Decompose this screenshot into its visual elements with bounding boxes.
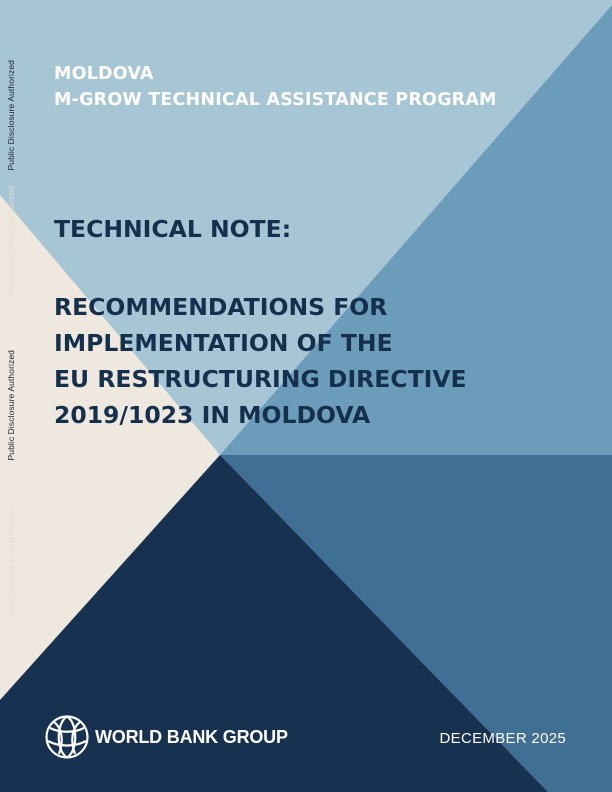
country-label: MOLDOVA xyxy=(54,64,154,84)
publisher-name: WORLD BANK GROUP xyxy=(95,726,288,747)
publisher-logo xyxy=(44,714,288,760)
title-line: 2019/1023 IN MOLDOVA xyxy=(54,401,371,429)
publication-date: DECEMBER 2025 xyxy=(439,730,566,747)
title-line: RECOMMENDATIONS FOR xyxy=(54,293,388,321)
disclosure-stamp: Public Disclosure Authorized xyxy=(6,510,16,621)
program-label: M-GROW TECHNICAL ASSISTANCE PROGRAM xyxy=(54,90,497,110)
program-header xyxy=(54,61,497,113)
world-bank-globe-icon xyxy=(44,714,90,760)
title-line: IMPLEMENTATION OF THE xyxy=(54,329,393,357)
disclosure-stamp: Public Disclosure Authorized xyxy=(6,350,16,461)
disclosure-stamp: Public Disclosure Authorized xyxy=(6,186,16,297)
disclosure-stamp: Public Disclosure Authorized xyxy=(6,60,16,171)
note-label: TECHNICAL NOTE: xyxy=(54,215,292,243)
title-line: EU RESTRUCTURING DIRECTIVE xyxy=(54,365,467,393)
document-title xyxy=(54,289,467,433)
